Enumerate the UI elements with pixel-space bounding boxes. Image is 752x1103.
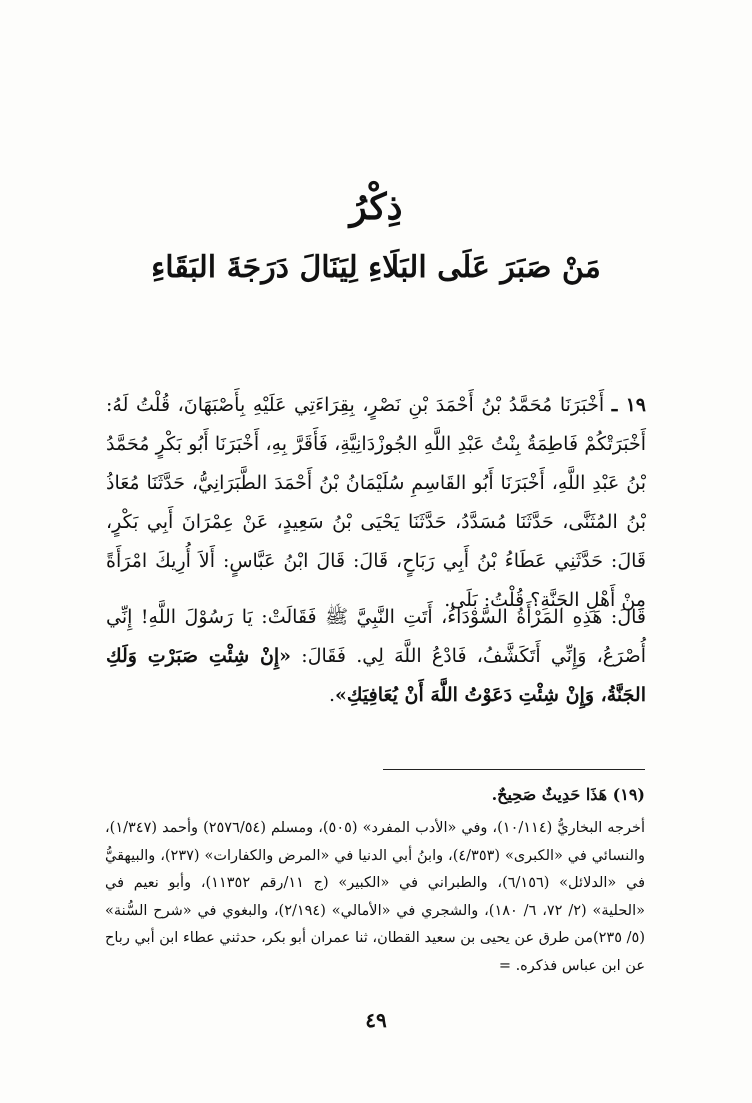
hadith-chain-paragraph <box>106 386 646 620</box>
footnote-title: (١٩) هَذَا حَدِيثٌ صَحِيحٌ. <box>491 785 645 804</box>
hadith-number: ١٩ ـ <box>611 394 646 416</box>
hadith-matn-text: قَالَ: هَذِهِ المَرْأَةُ السَّوْدَاءُ، أَتَتِ النَّبِيَّ ﷺ فَقَالَتْ: يَا رَسُوْلَ اللَّهِ! إِنِّي أُصْرَعُ، وَإِنِّي أَتَكَشَّفُ، فَادْعُ اللَّهَ لِي. فَقَالَ: <box>106 606 646 667</box>
footnote-body: أخرجه البخاريُّ (١٠/١١٤)، وفي «الأدب المفرد» (٥٠٥)، ومسلم (٢٥٧٦/٥٤) وأحمد (١/٣٤٧)، والنسائي في «الكبرى» (٤/٣٥٣)، وابنُ أبي الدنيا في «المرض والكفارات» (٢٣٧)، والبيهقيُّ في «الدلائل» (٦/١٥٦)، والطبراني في «الكبير» (ج ١١/رقم ١١٣٥٢)، وأبو نعيم في «الحلية» (٢/ ٧٢، ٦/ ١٨٠)، والشجري في «الأمالي» (٢/١٩٤)، والبغوي في «شرح السُّنة» (٥/ ٢٣٥)من طرق عن يحيى بن سعيد القطان، ثنا عمران أبو بكر، حدثني عطاء ابن أبي رباح عن ابن عباس فذكره. = <box>105 820 646 974</box>
hadith-chain-text: أَخْبَرَنَا مُحَمَّدُ بْنُ أَحْمَدَ بْنِ نَصْرٍ، بِقِرَاءَتِي عَلَيْهِ بِأَصْبَهَانَ، قُلْتُ لَهُ: أَخْبَرَتْكُمْ فَاطِمَةُ بِنْتُ عَبْدِ اللَّهِ الجُوزْدَانِيَّةِ، فَأَقَرَّ بِهِ، أَخْبَرَنَا أَبُو بَكْرٍ مُحَمَّدُ بْنُ عَبْدِ اللَّهِ، أَخْبَرَنَا أَبُو القَاسِمِ سُلَيْمَانُ بْنُ أَحْمَدَ الطَّبَرَانِيُّ، حَدَّثَنَا مُعَاذُ بْنُ المُثَنَّى، حَدَّثَنَا مُسَدَّدُ، حَدَّثَنَا يَحْيَى بْنُ سَعِيدٍ، عَنْ عِمْرَانَ أَبِي بَكْرٍ، قَالَ: حَدَّثَنِي عَطَاءُ بْنُ أَبِي رَبَاحٍ، قَالَ: قَالَ ابْنُ عَبَّاسٍ: أَلاَ أُرِيكَ امْرَأَةً مِنْ أَهْلِ الجَنَّةِ؟ قُلْتُ: بَلَى. <box>106 394 646 611</box>
prophet-saying: «إِنْ شِئْتِ صَبَرْتِ وَلَكِ الجَنَّةُ، وَإِنْ شِئْتِ دَعَوْتُ اللَّهَ أَنْ يُعَافِيَكِ» <box>106 645 646 706</box>
page-number: ٤٩ <box>365 1008 387 1032</box>
chapter-subheading: مَنْ صَبَرَ عَلَى البَلَاءِ لِيَنَالَ دَرَجَةَ البَقَاءِ <box>151 250 601 285</box>
footnote-divider <box>383 769 645 770</box>
chapter-heading: ذِكْرُ <box>349 186 403 228</box>
hadith-matn-paragraph <box>106 598 646 715</box>
hadith-end-punct: . <box>328 684 335 706</box>
